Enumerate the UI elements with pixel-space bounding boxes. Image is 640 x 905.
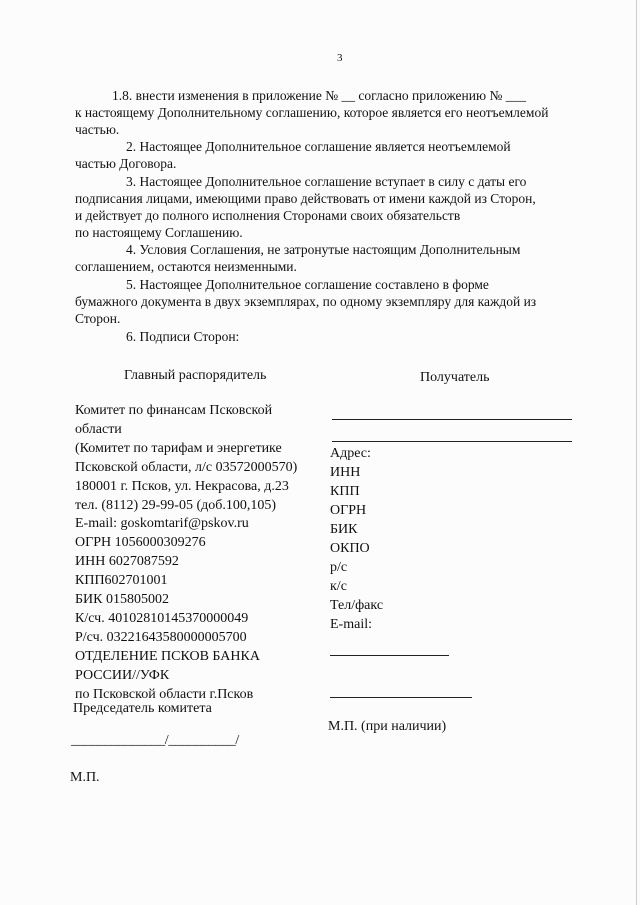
left-party-line: КПП602701001 [75,573,168,589]
left-party-line: тел. (8112) 29-99-05 (доб.100,105) [75,497,277,513]
left-stamp-label: М.П. [70,770,100,785]
clause-2-line-1: 2. Настоящее Дополнительное соглашение является неотъемлемой [126,139,511,154]
recipient-stamp-label: М.П. (при наличии) [328,719,447,734]
left-party-line: Р/сч. 03221643580000005700 [75,629,247,645]
recipient-field: БИК [330,522,358,537]
chairman-signature-line: ______________/__________/ [71,733,239,748]
clause-1-8-line-1: 1.8. внести изменения в приложение № __ согласно приложению № ___ [112,88,526,103]
right-party-heading: Получатель [420,370,490,385]
clause-4-line-2: соглашением, остаются неизменными. [75,259,297,274]
clause-3-line-1: 3. Настоящее Дополнительное соглашение вступает в силу с даты его [126,174,527,189]
left-party-line: К/сч. 40102810145370000049 [75,610,249,626]
left-party-line: БИК 015805002 [75,592,169,608]
clause-3-line-4: по настоящему Соглашению. [75,225,243,240]
recipient-field: E-mail: [330,617,372,632]
recipient-field: КПП [330,484,360,499]
clause-1-8-line-3: частью. [75,122,120,137]
recipient-name-signature-line [330,697,472,698]
recipient-name-line-1 [332,419,572,420]
left-party-line: ОГРН 1056000309276 [75,535,206,551]
chairman-title: Председатель комитета [73,701,212,716]
left-party-line: (Комитет по тарифам и энергетике [75,440,282,456]
left-party-line: по Псковской области г.Псков [75,686,254,702]
left-party-line: Псковской области, л/с 03572000570) [75,459,298,475]
left-party-line: 180001 г. Псков, ул. Некрасова, д.23 [75,478,289,494]
clause-3-line-3: и действует до полного исполнения Сторонами своих обязательств [75,208,461,223]
recipient-field: ОГРН [330,503,367,518]
left-party-line: ИНН 6027087592 [75,554,179,570]
clause-5-line-3: Сторон. [75,311,121,326]
left-party-details [75,402,297,705]
recipient-name-line-2 [332,441,572,442]
recipient-field: р/с [330,560,348,575]
clause-3-line-2: подписания лицами, имеющими право действовать от имени каждой из Сторон, [75,191,536,206]
right-party-fields [330,444,383,634]
clause-1-8-line-2: к настоящему Дополнительному соглашению, которое является его неотъемлемой [75,105,549,120]
recipient-field: ИНН [330,465,361,480]
clause-6-heading: 6. Подписи Сторон: [126,329,240,344]
left-party-heading: Главный распорядитель [124,368,267,383]
recipient-field: ОКПО [330,541,370,556]
clause-4-line-1: 4. Условия Соглашения, не затронутые настоящим Дополнительным [126,242,521,257]
recipient-field: Тел/факс [330,598,384,613]
left-party-line: ОТДЕЛЕНИЕ ПСКОВ БАНКА [75,648,260,664]
clause-2-line-2: частью Договора. [75,156,177,171]
clause-5-line-1: 5. Настоящее Дополнительное соглашение составлено в форме [126,277,489,292]
left-party-line: Комитет по финансам Псковской [75,403,273,418]
left-party-line: РОССИИ//УФК [75,667,170,683]
left-party-line: области [75,421,122,437]
recipient-field: Адрес: [330,446,371,461]
recipient-signature-line [330,655,449,656]
page-edge [636,0,637,905]
page-number: 3 [337,52,343,64]
recipient-field: к/с [330,579,347,594]
left-party-line: E-mail: goskomtarif@pskov.ru [75,516,249,532]
clause-5-line-2: бумажного документа в двух экземплярах, по одному экземпляру для каждой из [75,294,537,309]
